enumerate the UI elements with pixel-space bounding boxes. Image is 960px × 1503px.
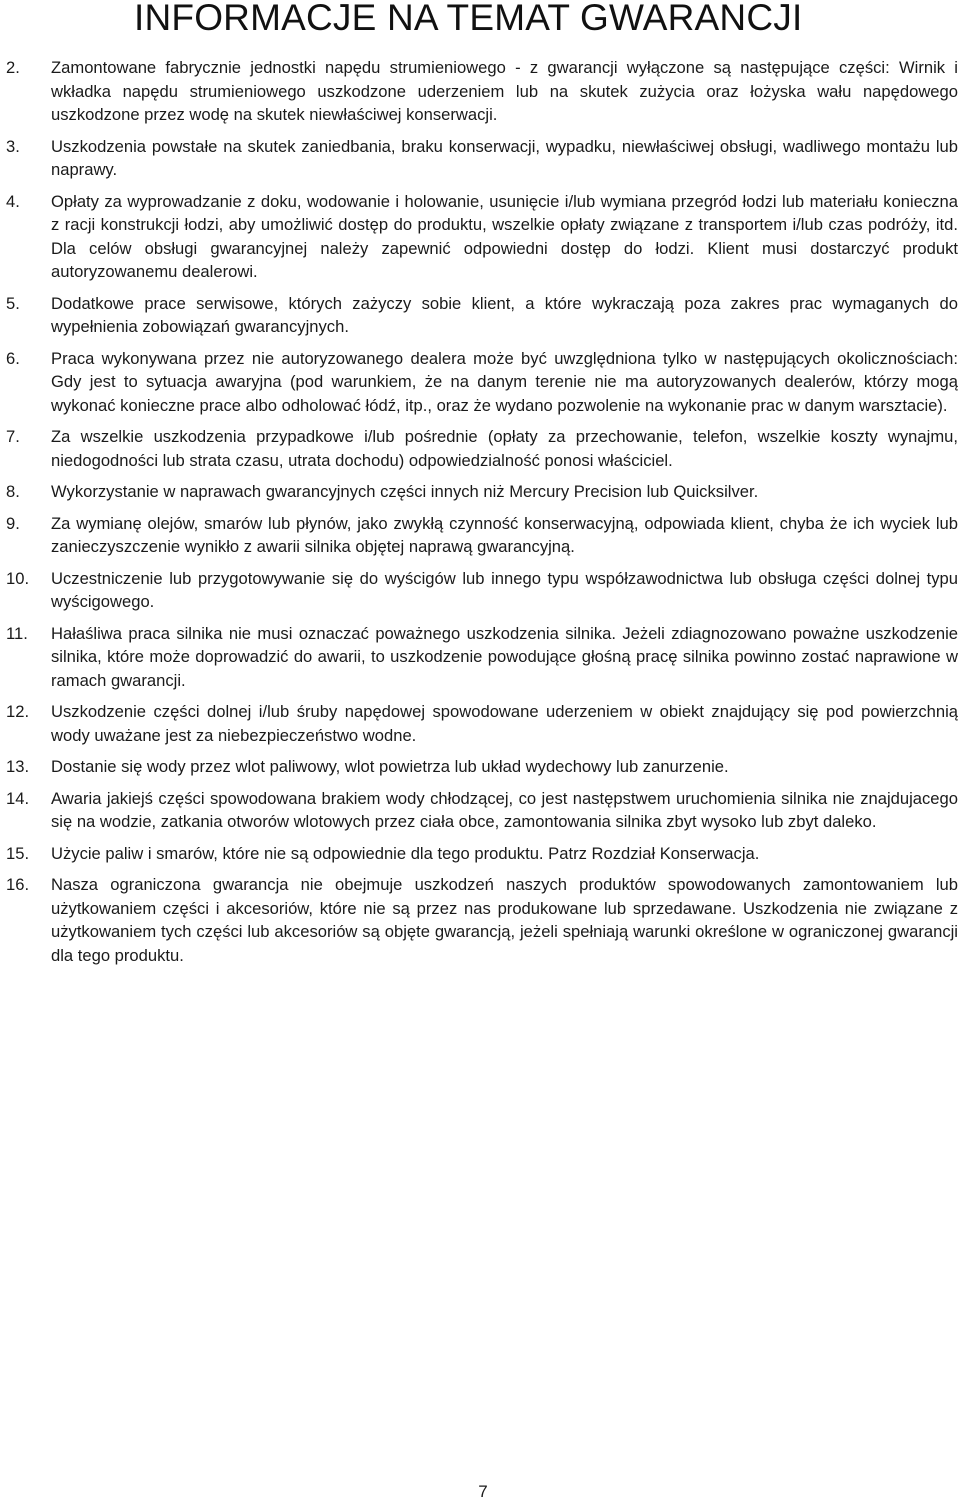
list-item [0,787,960,834]
item-text: Nasza ograniczona gwarancja nie obejmuje uszkodzeń naszych produktów spowodowanych zamontowaniem lub użytkowaniem części i akcesoriów, które nie są przez nas produkowane lub sprzedawane. Uszkodzenia nie związane z użytkowaniem tych części lub akcesoriów są objęte gwarancją, jeżeli spełniają warunki określone w ograniczonej gwarancji dla tego produktu. [51,875,958,965]
list-item [0,700,960,747]
list-item [0,347,960,418]
item-text: Wykorzystanie w naprawach gwarancyjnych części innych niż Mercury Precision lub Quicksilver. [51,482,759,501]
list-item [0,622,960,693]
item-number: 13. [6,757,30,776]
item-text: Za wszelkie uszkodzenia przypadkowe i/lub pośrednie (opłaty za przechowanie, telefon, wszelkie koszty wynajmu, niedogodności lub strata czasu, utrata dochodu) odpowiedzialność ponosi właściciel. [51,427,958,470]
page-title: INFORMACJE NA TEMAT GWARANCJI [134,0,803,38]
item-text: Zamontowane fabrycznie jednostki napędu strumieniowego - z gwarancji wyłączone są następujące części: Wirnik i wkładka napędu strumieniowego uszkodzone uderzeniem lub na skutek zużycia oraz łożyska wału napędowego uszkodzone przez wodę na skutek niewłaściwej konserwacji. [51,58,958,124]
list-item [0,567,960,614]
item-number: 10. [6,568,30,588]
item-number: 5. [6,293,20,313]
list-item [0,480,960,504]
item-number: 11. [6,623,28,643]
item-number: 15. [6,843,30,863]
item-text: Dodatkowe prace serwisowe, których zażyczy sobie klient, a które wykraczają poza zakres prac wymaganych do wypełnienia zobowiązań gwarancyjnych. [51,293,958,336]
item-text: Użycie paliw i smarów, które nie są odpowiednie dla tego produktu. Patrz Rozdział Konserwacja. [51,843,760,863]
item-number: 7. [6,427,20,446]
list-item [0,755,960,779]
item-text: Hałaśliwa praca silnika nie musi oznaczać poważnego uszkodzenia silnika. Jeżeli zdiagnozowano poważne uszkodzenie silnika, które może doprowadzić do awarii, to uszkodzenie powodujące głośną pracę silnika powinno zostać naprawione w ramach gwarancji. [51,623,958,690]
list-item [0,135,960,182]
list-item [0,425,960,472]
item-number: 3. [6,136,20,156]
item-number: 4. [6,191,20,211]
list-item [0,512,960,559]
item-number: 6. [6,348,20,368]
item-number: 8. [6,482,20,501]
item-text: Praca wykonywana przez nie autoryzowanego dealera może być uwzględniona tylko w następujących okolicznościach: Gdy jest to sytuacja awaryjna (pod warunkiem, że na danym terenie nie ma autoryzowanych dealerów, którzy mogą wykonać konieczne prace albo odholować łódź, itp., oraz że wydano pozwolenie na wykonanie prac w danym warsztacie). [51,348,958,415]
list-item [0,873,960,967]
item-number: 2. [6,58,20,77]
item-text: Dostanie się wody przez wlot paliwowy, wlot powietrza lub układ wydechowy lub zanurzenie. [51,757,729,776]
list-item [0,190,960,284]
item-number: 16. [6,875,30,894]
item-text: Opłaty za wyprowadzanie z doku, wodowanie i holowanie, usunięcie i/lub wymiana przegród łodzi lub materiału konieczna z racji konstrukcji łodzi, aby umożliwić dostęp do produktu, wszelkie opłaty związane z transportem i/lub czas podróży, itd. Dla celów obsługi gwarancyjnej należy zapewnić odpowiedni dostęp do łodzi. Klient musi dostarczyć produkt autoryzowanemu dealerowi. [51,191,958,281]
exclusions-list [0,56,960,975]
list-item [0,842,960,866]
item-text: Awaria jakiejś części spowodowana brakiem wody chłodzącej, co jest następstwem uruchomienia silnika nie znajdujacego się na wodzie, zatkania otworów wlotowych przez ciała obce, zamontowania silnika zbyt wysoko lub zbyt daleko. [51,788,958,831]
item-number: 14. [6,788,30,808]
item-number: 9. [6,513,20,533]
item-text: Za wymianę olejów, smarów lub płynów, jako zwykłą czynność konserwacyjną, odpowiada klient, chyba że ich wyciek lub zanieczyszczenie wynikło z awarii silnika objętej naprawą gwarancyjną. [51,513,958,556]
item-text: Uszkodzenia powstałe na skutek zaniedbania, braku konserwacji, wypadku, niewłaściwej obsługi, wadliwego montażu lub naprawy. [51,136,958,179]
page-number: 7 [478,1482,488,1501]
list-item [0,56,960,127]
item-number: 12. [6,702,30,721]
item-text: Uszkodzenie części dolnej i/lub śruby napędowej spowodowane uderzeniem w obiekt znajdujący się pod powierzchnią wody uważane jest za niebezpieczeństwo wodne. [51,702,958,745]
list-item [0,292,960,339]
item-text: Uczestniczenie lub przygotowywanie się do wyścigów lub innego typu współzawodnictwa lub obsługa części dolnej typu wyścigowego. [51,568,958,611]
